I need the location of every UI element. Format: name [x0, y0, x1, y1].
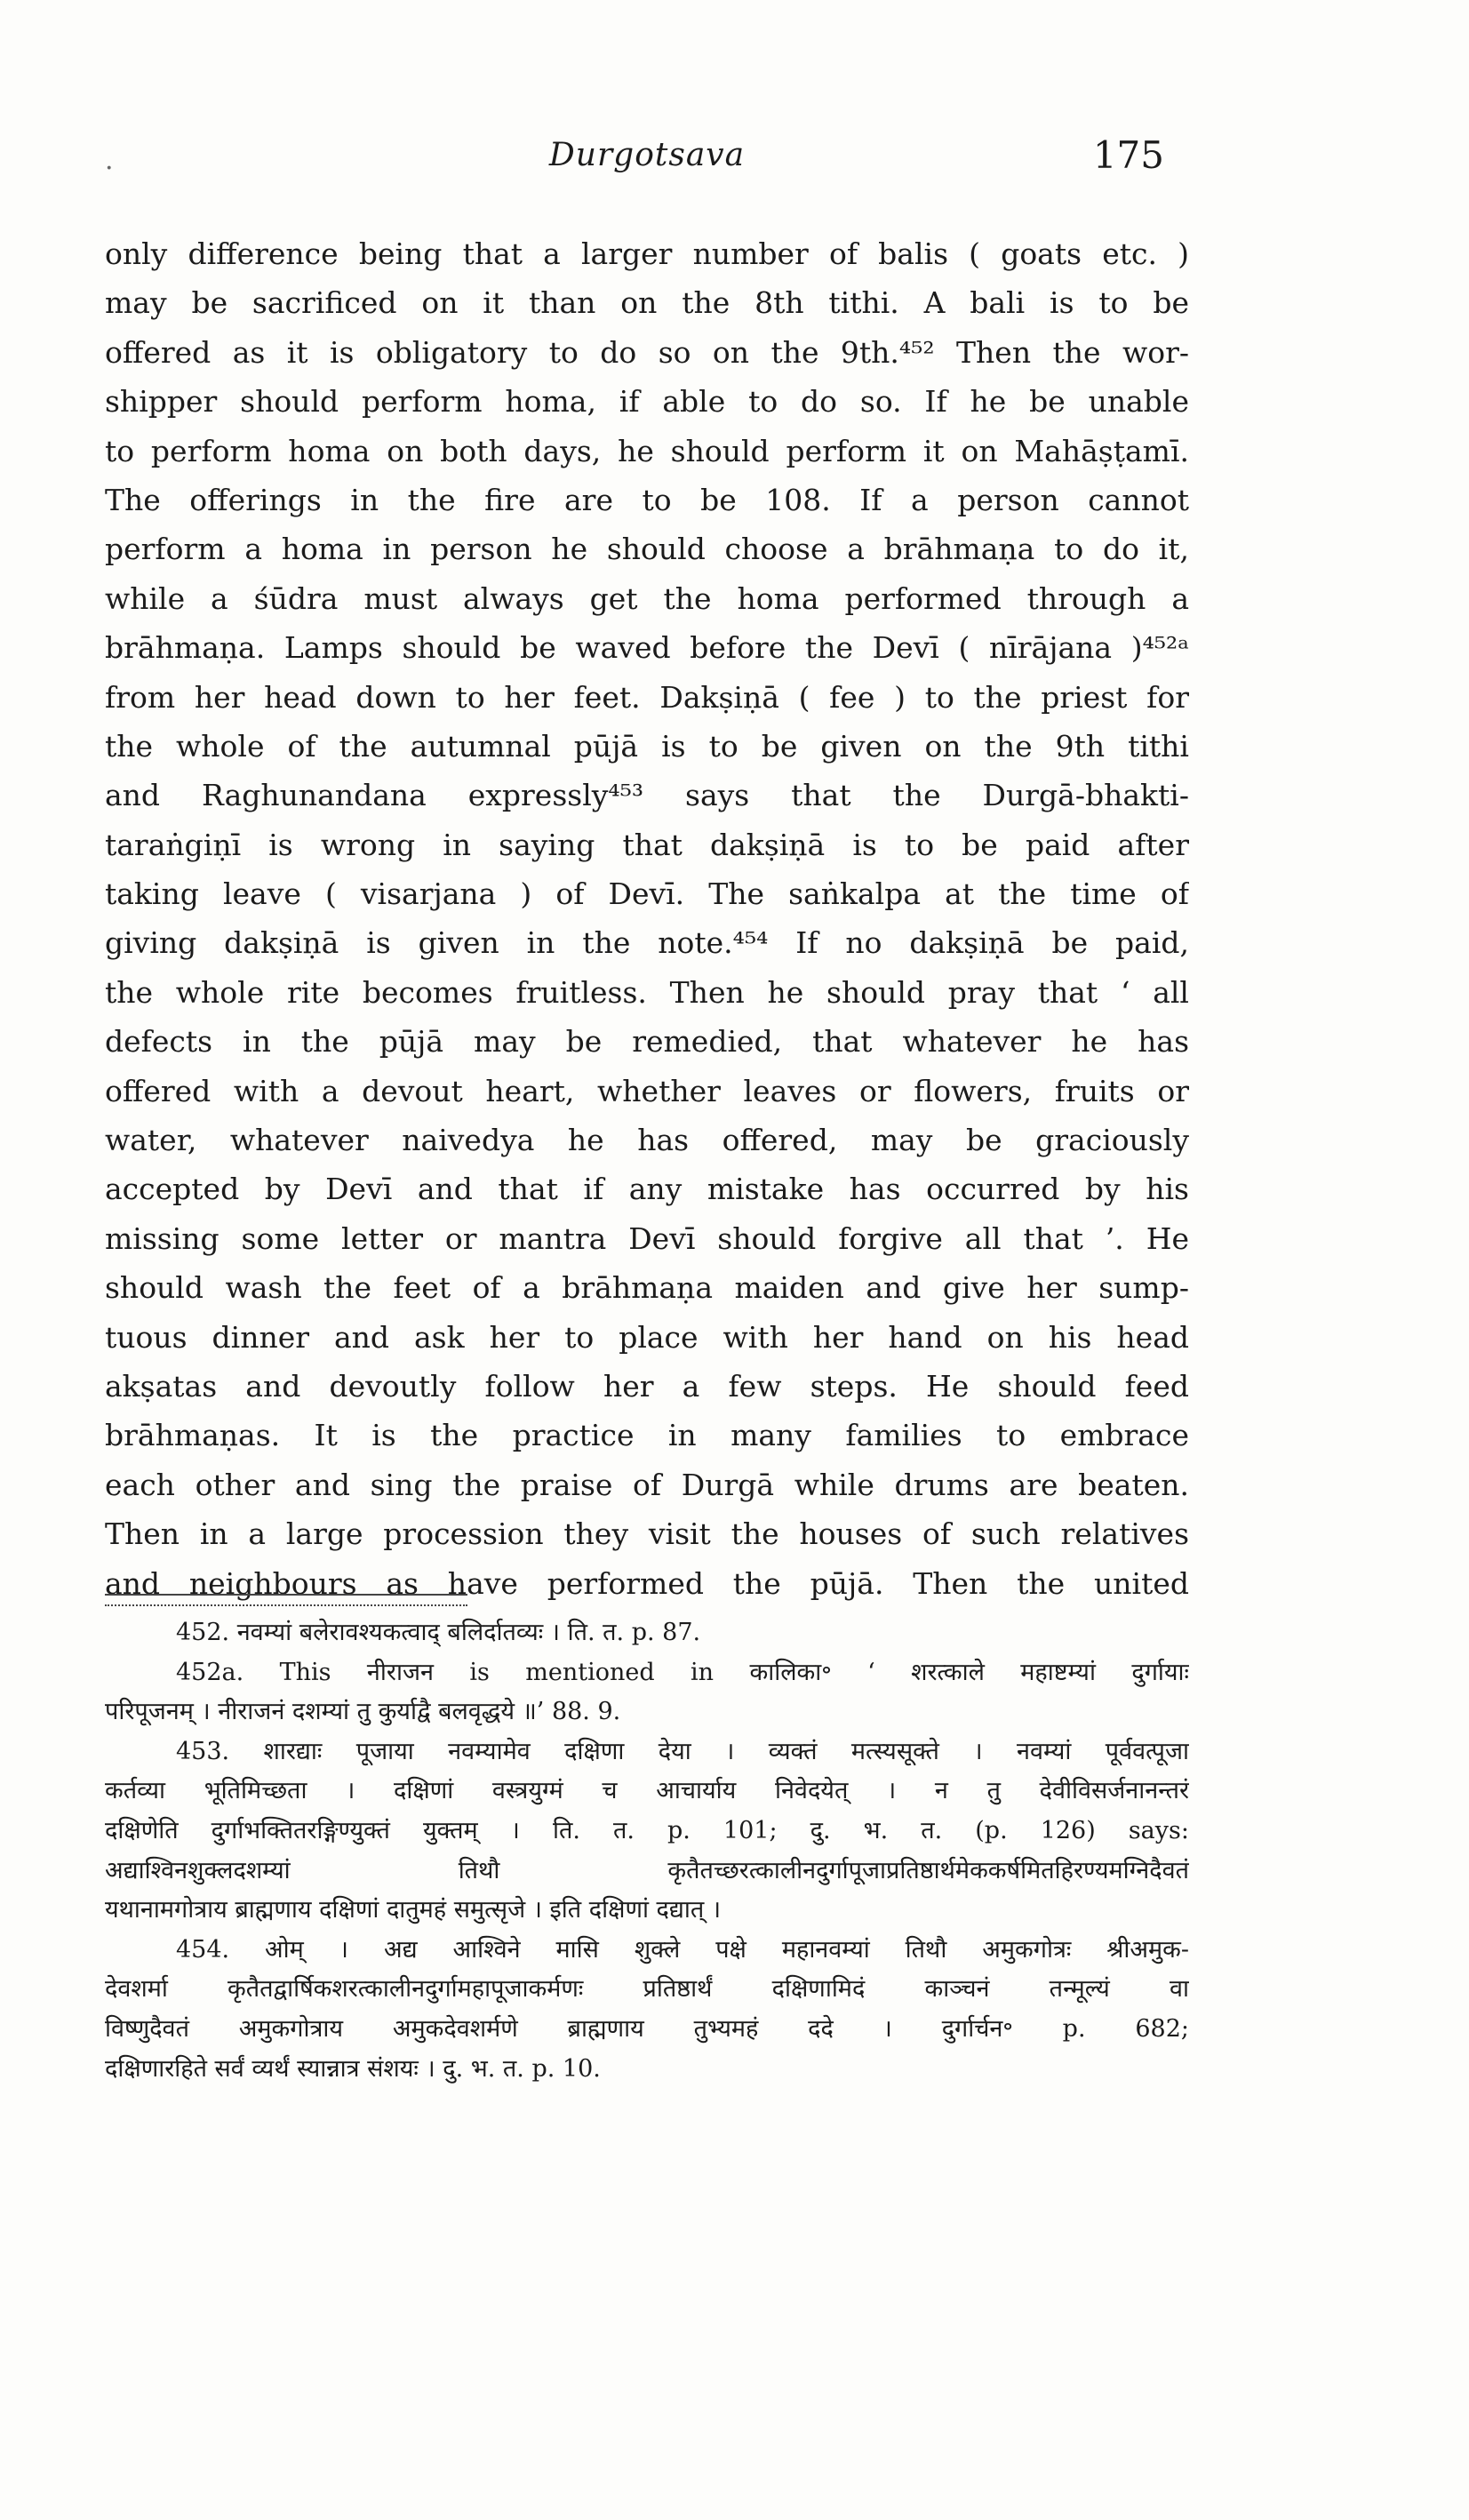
- footnote-line: कर्तव्या भूतिमिच्छता । दक्षिणां वस्त्रयुग्मं च आचार्याय निवेदयेत् । न तु देवीविसर्जनानन्तरं: [105, 1777, 1189, 1805]
- text-line: brāhmaṇas. It is the practice in many families to embrace: [105, 1418, 1189, 1453]
- text-line: and Raghunandana expressly⁴⁵³ says that the Durgā-bhakti-: [105, 778, 1189, 813]
- text-line: only difference being that a larger number of balis ( goats etc. ): [105, 236, 1189, 271]
- text-line: defects in the pūjā may be remedied, that whatever he has: [105, 1024, 1189, 1060]
- footnote-line: परिपूजनम् । नीराजनं दशम्यां तु कुर्याद्वै बलवृद्धये ॥’ 88. 9.: [105, 1698, 621, 1726]
- footnote-line: यथानामगोत्राय ब्राह्मणाय दक्षिणां दातुमहं समुत्सृजे । इति दक्षिणां दद्यात् ।: [105, 1896, 722, 1924]
- footnote-line: 452. नवम्यां बलेरावश्यकत्वाद् बलिर्दातव्यः । ति. त. p. 87.: [176, 1619, 701, 1646]
- text-line: to perform homa on both days, he should perform it on Mahāṣṭamī.: [105, 433, 1189, 468]
- header-dot: ·: [105, 153, 114, 184]
- text-line: offered with a devout heart, whether leaves or flowers, fruits or: [105, 1073, 1189, 1108]
- text-line: shipper should perform homa, if able to do so. If he be unable: [105, 384, 1189, 420]
- footnote-line: 453. शारद्याः पूजाया नवम्यामेव दक्षिणा देया । व्यक्तं मत्स्यसूक्ते । नवम्यां पूर्ववत्पूजा: [176, 1737, 1189, 1765]
- text-line: each other and sing the praise of Durgā while drums are beaten.: [105, 1467, 1189, 1502]
- text-line: The offerings in the fire are to be 108. If a person cannot: [105, 482, 1189, 517]
- text-line: water, whatever naivedya he has offered, may be graciously: [105, 1123, 1189, 1158]
- text-line: accepted by Devī and that if any mistake has occurred by his: [105, 1172, 1189, 1207]
- page-header: [105, 133, 1189, 187]
- text-line: taraṅgiṇī is wrong in saying that dakṣiṇā is to be paid after: [105, 827, 1189, 862]
- text-line: brāhmaṇa. Lamps should be waved before the Devī ( nīrājana )⁴⁵²ᵃ: [105, 630, 1189, 666]
- footnotes: [105, 1613, 1189, 2089]
- footnote-line: देवशर्मा कृतैतद्वार्षिकशरत्कालीनदुर्गामहापूजाकर्मणः प्रतिष्ठार्थं दक्षिणामिदं काञ्चनं तन्मूल्यं वा: [105, 1975, 1189, 2004]
- text-line: from her head down to her feet. Dakṣiṇā ( fee ) to the priest for: [105, 679, 1189, 715]
- footnote-line: अद्याश्विनशुक्लदशम्यां तिथौ कृतैतच्छरत्कालीनदुर्गापूजाप्रतिष्ठार्थमेककर्षमितहिरण्यमग्निदैवतं: [105, 1856, 1189, 1884]
- text-line: may be sacrificed on it than on the 8th tithi. A bali is to be: [105, 285, 1189, 321]
- footnote-rule: [105, 1594, 467, 1606]
- text-line: offered as it is obligatory to do so on the 9th.⁴⁵² Then the wor-: [105, 334, 1189, 370]
- text-line: the whole of the autumnal pūjā is to be given on the 9th tithi: [105, 728, 1189, 764]
- footnote-line: 454. ओम् । अद्य आश्विने मासि शुक्ले पक्षे महानवम्यां तिथौ अमुकगोत्रः श्रीअमुक-: [176, 1935, 1189, 1964]
- text-line: akṣatas and devoutly follow her a few steps. He should feed: [105, 1368, 1189, 1404]
- text-line: the whole rite becomes fruitless. Then he should pray that ‘ all: [105, 974, 1189, 1010]
- text-line: tuous dinner and ask her to place with her hand on his head: [105, 1319, 1189, 1355]
- page-number: 175: [1092, 133, 1164, 177]
- text-line: while a śūdra must always get the homa performed through a: [105, 580, 1189, 616]
- text-line: Then in a large procession they visit the houses of such relatives: [105, 1516, 1189, 1552]
- text-line: giving dakṣiṇā is given in the note.⁴⁵⁴ If no dakṣiṇā be paid,: [105, 925, 1189, 961]
- text-line: perform a homa in person he should choose a brāhmaṇa to do it,: [105, 532, 1189, 567]
- text-line: and neighbours as have performed the pūjā. Then the united: [105, 1565, 1189, 1601]
- running-head: Durgotsava: [548, 137, 746, 173]
- footnote-line: दक्षिणारहिते सर्वं व्यर्थं स्यान्नात्र संशयः । दु. भ. त. p. 10.: [105, 2054, 601, 2083]
- text-line: taking leave ( visarjana ) of Devī. The saṅkalpa at the time of: [105, 876, 1189, 912]
- footnote-line: 452a. This नीराजन is mentioned in कालिका॰ ‘ शरत्काले महाष्टम्यां दुर्गायाः: [176, 1658, 1189, 1686]
- text-line: should wash the feet of a brāhmaṇa maiden and give her sump-: [105, 1270, 1189, 1306]
- main-text: [105, 229, 1189, 1608]
- footnote-line: विष्णुदैवतं अमुकगोत्राय अमुकदेवशर्मणे ब्राह्मणाय तुभ्यमहं ददे । दुर्गार्चन॰ p. 682;: [105, 2014, 1189, 2043]
- text-line: missing some letter or mantra Devī should forgive all that ’. He: [105, 1220, 1189, 1256]
- footnote-line: दक्षिणेति दुर्गाभक्तितरङ्गिण्युक्तं युक्तम् । ति. त. p. 101; दु. भ. त. (p. 126) says:: [105, 1816, 1189, 1844]
